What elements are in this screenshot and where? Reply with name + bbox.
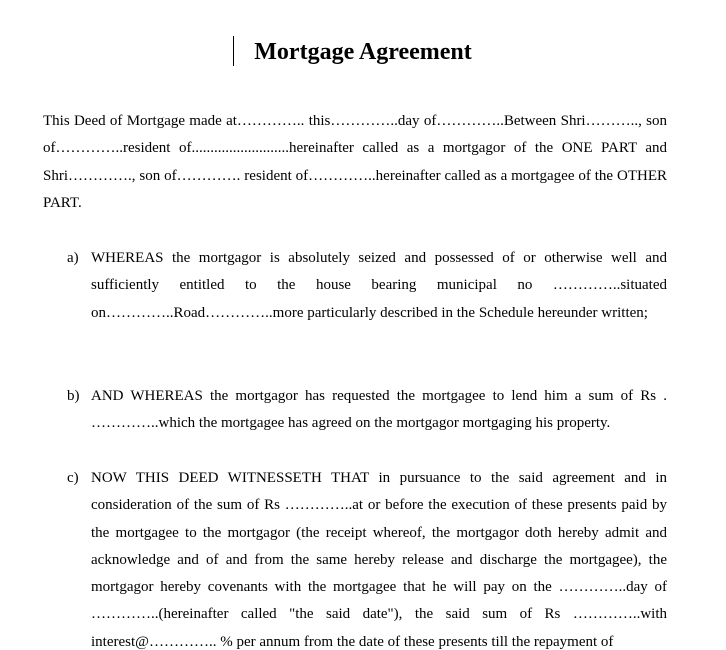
clause-c-text: NOW THIS DEED WITNESSETH THAT in pursuance to the said agreement and in consideration of the sum of Rs …………..at or before the execution of these presents paid by the mortgagee to the mortgagor (the receipt whereof, the mortgagor doth hereby admit and acknowledge and of and from the same hereby release and discharge the mortgagee), the mortgagor hereby covenants with the mortgagee that he will pay on the …………..day of …………..(hereinafter called "the said date"), the said sum of Rs …………..with interest@………….. % per annum from the date of these presents till the repayment of bbox=[91, 470, 667, 650]
intro-paragraph: This Deed of Mortgage made at………….. this…………..day of…………..Between Shri……….., son of…………..resident of..........................hereinafter called as a mortgagor of the ONE PART and Shri…………., son of…………. resident of…………..hereinafter called as a mortgagee of the OTHER PART. bbox=[43, 113, 667, 211]
clause-b-marker: b) bbox=[67, 388, 80, 404]
clause-c-marker: c) bbox=[67, 470, 79, 486]
document-title: Mortgage Agreement bbox=[254, 39, 472, 65]
clause-a-marker: a) bbox=[67, 250, 79, 266]
clause-b-text: AND WHEREAS the mortgagor has requested the mortgagee to lend him a sum of Rs . …………..which the mortgagee has agreed on the mortgagor mortgaging his property. bbox=[91, 388, 667, 432]
clause-a-text: WHEREAS the mortgagor is absolutely seized and possessed of or otherwise well and sufficiently entitled to the house bearing municipal no …………..situated on…………..Road…………..more particularly described in the Schedule hereunder written; bbox=[91, 250, 667, 321]
